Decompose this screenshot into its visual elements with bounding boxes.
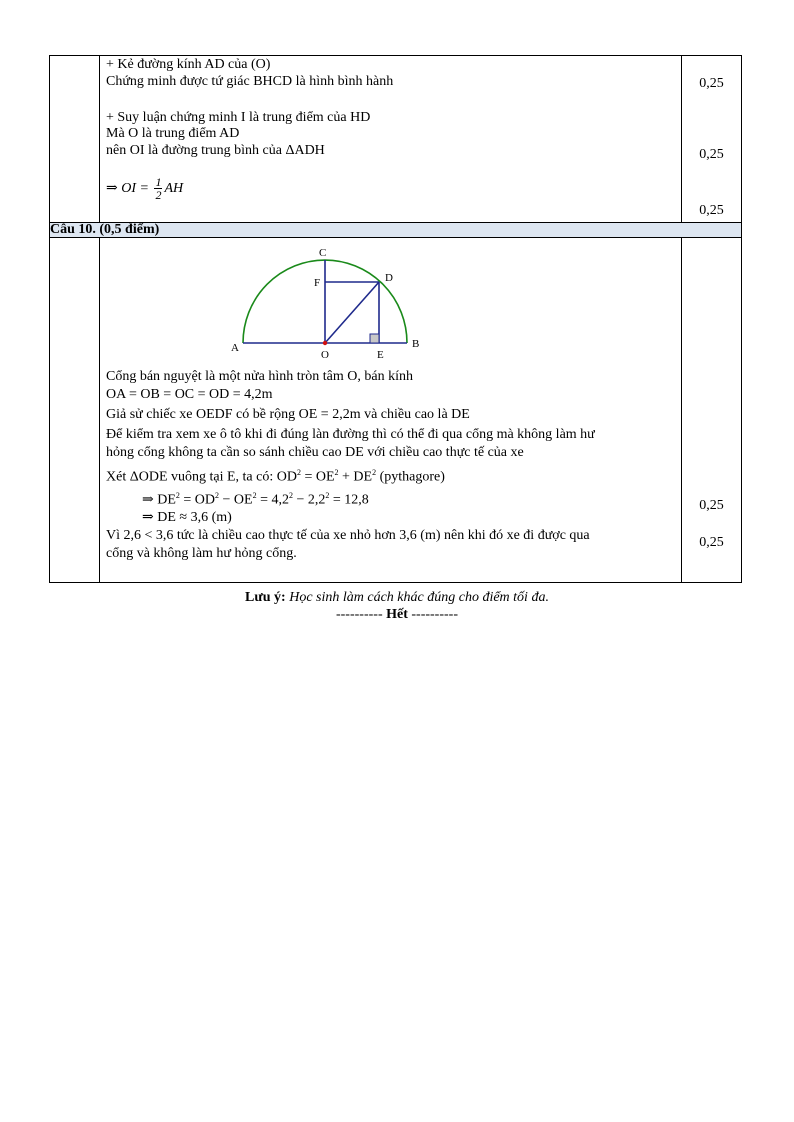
right-angle-marker <box>370 334 379 343</box>
q10-line-8: ⇒ DE ≈ 3,6 (m) <box>142 510 232 526</box>
q9-row <box>50 56 742 223</box>
label-o: O <box>321 349 329 361</box>
label-a: A <box>231 342 239 354</box>
end-word: Hết <box>386 607 408 622</box>
label-b: B <box>412 338 420 350</box>
q9-line-2: Chứng minh được tứ giác BHCD là hình bình hành <box>106 74 394 89</box>
label-c: C <box>319 247 327 259</box>
q10-line-2: OA = OB = OC = OD = 4,2m <box>106 387 273 402</box>
q9-score-3: 0,25 <box>699 203 724 218</box>
end-dashes-left: ---------- <box>335 607 387 622</box>
q10-row <box>50 238 742 583</box>
q10-line-9: Vì 2,6 < 3,6 tức là chiều cao thực tế của xe nhỏ hơn 3,6 (m) nên khi đó xe đi được qua <box>106 528 590 544</box>
q9-line-1: + Kẻ đường kính AD của (O) <box>106 57 271 72</box>
q10-header-row <box>50 223 742 238</box>
fraction-numerator: 1 <box>155 175 162 190</box>
center-point-o <box>323 341 327 345</box>
q10-header: Câu 10. (0,5 điểm) <box>50 223 742 238</box>
q10-line-1: Cổng bán nguyệt là một nửa hình tròn tâm O, bán kính <box>106 369 413 384</box>
q9-line-4: Mà O là trung điểm AD <box>106 126 240 141</box>
end-marker <box>0 606 794 623</box>
q10-line-10: cổng và không làm hư hỏng cổng. <box>106 546 297 562</box>
q10-score-1: 0,25 <box>699 498 724 513</box>
q10-index-cell <box>50 238 100 583</box>
footnote-label: Lưu ý: <box>245 590 286 605</box>
q9-line-5: nên OI là đường trung bình của ΔADH <box>106 143 325 158</box>
label-f: F <box>314 277 321 289</box>
answer-table <box>49 55 742 583</box>
q10-line-6: Xét ΔODE vuông tại E, ta có: $OD^2 = OE^2 + DE^2$ (pythagore) <box>106 468 445 485</box>
formula-rhs: AH <box>164 181 184 196</box>
q9-content-cell <box>100 56 682 223</box>
fraction-denominator: 2 <box>155 188 162 203</box>
q10-line-3: Giả sử chiếc xe OEDF có bề rộng OE = 2,2m và chiều cao là DE <box>106 407 470 422</box>
formula-fraction <box>154 176 162 201</box>
q9-index-cell <box>50 56 100 223</box>
end-dashes-right: ---------- <box>407 607 458 622</box>
q9-score-cell <box>682 56 742 223</box>
label-d: D <box>385 272 393 284</box>
label-e: E <box>377 349 384 361</box>
q9-score-1: 0,25 <box>699 76 724 91</box>
formula-lhs: ⇒ OI = <box>106 181 149 196</box>
q10-line-4: Để kiểm tra xem xe ô tô khi đi đúng làn đường thì có thể đi qua cổng mà không làm hư <box>106 427 595 442</box>
q10-line-7: ⇒ $DE^2 = OD^2 - OE^2 = 4,2^2 - 2,2^2 = 12,8$ <box>142 490 369 508</box>
q10-score-2: 0,25 <box>699 535 724 550</box>
footnote-text: Học sinh làm cách khác đúng cho điểm tối đa. <box>285 590 549 605</box>
q10-score-cell <box>682 238 742 583</box>
q9-score-2: 0,25 <box>699 147 724 162</box>
footnote <box>0 589 794 606</box>
semicircle-gate-figure <box>106 238 686 368</box>
q10-line-5: hỏng cổng không ta cần so sánh chiều cao DE với chiều cao thực tế của xe <box>106 445 524 460</box>
q9-formula <box>106 174 675 204</box>
q9-line-3: + Suy luận chứng minh I là trung điểm của HD <box>106 110 371 125</box>
q10-content-cell <box>100 238 682 583</box>
